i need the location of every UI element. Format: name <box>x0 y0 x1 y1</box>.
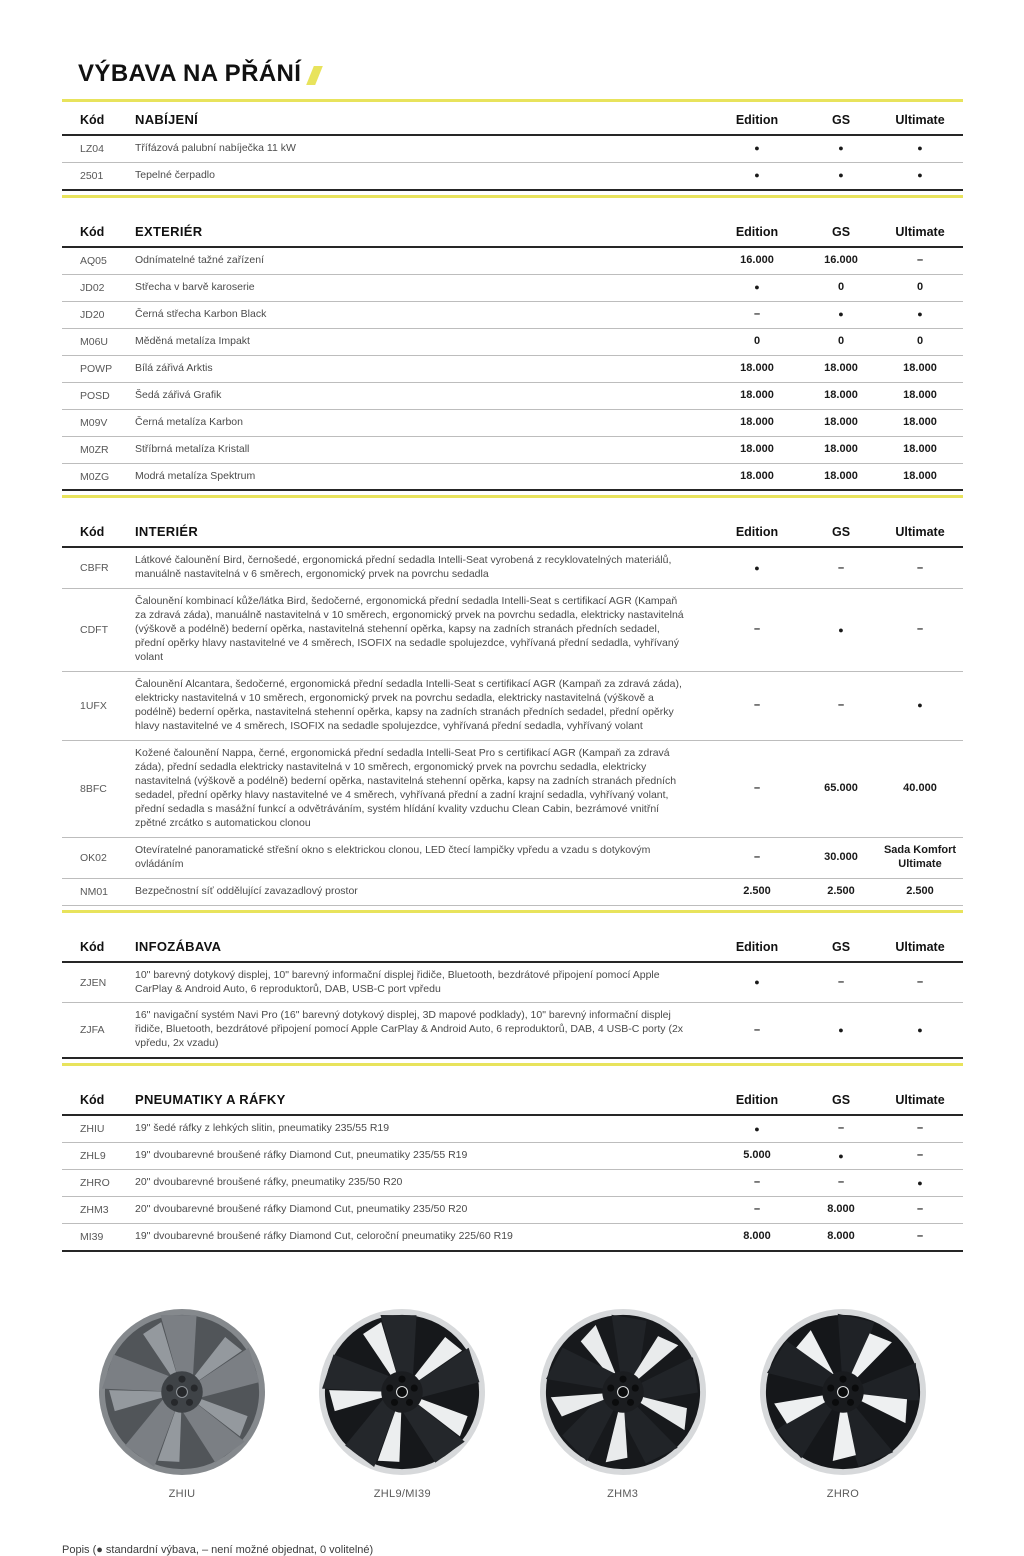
cell-value-gs: ● <box>838 170 844 181</box>
cell-value-gs: 0 <box>837 280 845 293</box>
cell-value-edition: – <box>753 1023 761 1036</box>
cell-value-ultimate: ● <box>917 1024 923 1035</box>
cell-description: Čalounění Alcantara, šedočerné, ergonomická přední sedadla Intelli-Seat s certifikací AGR (Kampaň za zdravá záda), elektricky nastavitelná v 10 směrech, ergonomický prvek na povrchu sedadla, elektricky nastavitelná (výškově a podélně) bederní opěrka, nastavitelná stehenní opěrka, kapsy na zadních stranách předních sedadel, přední opěrky hlavy nastavitelné ve 4 směrech, ISOFIX na sedadle spolujezdce, vyhřívaná přední sedadla, vyhřívaný volant <box>135 678 682 733</box>
cell-value-gs: ● <box>838 143 844 154</box>
cell-value-ultimate: ● <box>917 1177 923 1188</box>
section-interi-r <box>62 519 963 912</box>
table-body <box>62 548 963 905</box>
column-header-trim-edition: Edition <box>735 939 779 954</box>
table-row <box>62 671 963 740</box>
cell-value-gs: ● <box>838 309 844 320</box>
cell-description: Otevíratelné panoramatické střešní okno s elektrickou clonou, LED čtecí lampičky vpředu a vzadu s dotykovým ovládáním <box>135 843 651 870</box>
cell-description: Šedá zářivá Grafik <box>135 388 222 401</box>
cell-value-edition: 8.000 <box>743 1230 771 1243</box>
section-divider <box>62 495 963 498</box>
cell-code: POSD <box>80 389 110 402</box>
table-row <box>62 301 963 328</box>
table-row <box>62 382 963 409</box>
cell-value-gs: 8.000 <box>827 1203 855 1216</box>
cell-code: JD20 <box>80 308 105 321</box>
section-title: INTERIÉR <box>135 524 199 540</box>
column-header-trim-gs: GS <box>831 525 851 540</box>
wheel-label: ZHIU <box>168 1488 196 1501</box>
cell-value-edition: – <box>753 1203 761 1216</box>
cell-description: Stříbrná metalíza Kristall <box>135 442 250 455</box>
cell-value-edition: 0 <box>753 334 761 347</box>
table-row <box>62 355 963 382</box>
table-row <box>62 1169 963 1196</box>
column-header-trim-ultimate: Ultimate <box>895 224 945 239</box>
cell-code: 1UFX <box>80 700 107 713</box>
cell-value-gs: 18.000 <box>824 361 858 374</box>
cell-value-ultimate: – <box>916 561 924 574</box>
column-header-trim-ultimate: Ultimate <box>895 113 945 127</box>
cell-description: Bílá zářivá Arktis <box>135 361 213 374</box>
section-divider <box>62 195 963 198</box>
column-header-code: Kód <box>80 939 105 954</box>
cell-value-ultimate: 18.000 <box>903 442 937 455</box>
cell-description: 20" dvoubarevné broušené ráfky Diamond Cut, pneumatiky 235/50 R20 <box>135 1203 468 1216</box>
cell-code: LZ04 <box>80 142 104 155</box>
table-row <box>62 136 963 162</box>
cell-value-ultimate: – <box>916 623 924 636</box>
cell-description: 16" navigační systém Navi Pro (16" barevný dotykový displej, 3D mapové podklady), 10" barevný informační displej řidiče, Bluetooth, bezdrátové připojení pomocí Apple CarPlay & Android Auto, 6 reproduktorů, DAB, 4 USB-C porty (2x vpředu, 2x vzadu) <box>135 1009 684 1050</box>
column-header-trim-edition: Edition <box>735 525 779 540</box>
cell-code: OK02 <box>80 851 107 864</box>
cell-value-edition: 2.500 <box>743 884 771 897</box>
column-header-code: Kód <box>80 224 105 239</box>
cell-code: NM01 <box>80 885 109 898</box>
column-header-trim-edition: Edition <box>735 1093 779 1108</box>
wheel-gallery <box>62 1308 963 1500</box>
cell-code: ZHRO <box>80 1177 110 1190</box>
column-header-trim-ultimate: Ultimate <box>895 939 945 954</box>
cell-description: 19" dvoubarevné broušené ráfky Diamond Cut, pneumatiky 235/55 R19 <box>135 1149 468 1162</box>
table-header <box>62 519 963 548</box>
cell-value-gs: ● <box>838 1024 844 1035</box>
cell-value-ultimate: ● <box>917 143 923 154</box>
column-header-code: Kód <box>80 113 105 127</box>
cell-value-gs: 18.000 <box>824 388 858 401</box>
page-title <box>62 60 963 88</box>
cell-value-gs: 65.000 <box>824 781 858 794</box>
table-body <box>62 136 963 191</box>
cell-value-ultimate: Sada Komfort Ultimate <box>883 843 957 870</box>
wheel-image-zhiu <box>98 1308 266 1476</box>
wheel-card-zhro <box>745 1308 941 1500</box>
wheel-label: ZHM3 <box>607 1488 639 1501</box>
cell-description: Černá střecha Karbon Black <box>135 307 267 320</box>
table-body <box>62 248 963 492</box>
cell-description: Modrá metalíza Spektrum <box>135 469 256 482</box>
cell-code: ZHM3 <box>80 1204 109 1217</box>
cell-description: Odnímatelné tažné zařízení <box>135 253 264 266</box>
section-title: EXTERIÉR <box>135 223 203 239</box>
table-header <box>62 1087 963 1116</box>
table-row <box>62 1142 963 1169</box>
cell-description: Bezpečnostní síť oddělující zavazadlový prostor <box>135 884 358 897</box>
table-row <box>62 1002 963 1057</box>
cell-value-ultimate: 18.000 <box>903 388 937 401</box>
cell-value-ultimate: – <box>916 1203 924 1216</box>
section-title: INFOZÁBAVA <box>135 938 222 954</box>
section-title: PNEUMATIKY A RÁFKY <box>135 1092 286 1108</box>
cell-value-ultimate: 18.000 <box>903 415 937 428</box>
cell-value-edition: – <box>753 623 761 636</box>
column-header-code: Kód <box>80 1093 105 1108</box>
cell-description: Střecha v barvě karoserie <box>135 280 255 293</box>
option-tables <box>62 107 963 1252</box>
cell-description: 19" šedé ráfky z lehkých slitin, pneumatiky 235/55 R19 <box>135 1122 390 1135</box>
cell-code: POWP <box>80 362 113 375</box>
cell-value-gs: – <box>837 975 845 988</box>
cell-description: Třífázová palubní nabíječka 11 kW <box>135 142 296 154</box>
cell-value-gs: 18.000 <box>824 442 858 455</box>
cell-code: ZHIU <box>80 1123 105 1136</box>
cell-value-edition: 18.000 <box>740 469 774 482</box>
table-header <box>62 107 963 136</box>
cell-value-edition: ● <box>754 1123 760 1134</box>
table-header <box>62 219 963 248</box>
column-header-trim-ultimate: Ultimate <box>895 1093 945 1108</box>
wheel-image-zhl9-mi39 <box>318 1308 486 1476</box>
column-header-trim-gs: GS <box>831 939 851 954</box>
cell-code: CDFT <box>80 624 108 637</box>
column-header-trim-gs: GS <box>831 113 851 127</box>
cell-value-edition: ● <box>754 143 760 154</box>
cell-description: Látkové čalounění Bird, černošedé, ergonomická přední sedadla Intelli-Seat vyrobená z recyklovatelných materiálů, manuálně nastavitelná v 6 směrech, ergonomický prvek na povrchu sedadla <box>135 554 672 581</box>
cell-value-gs: 18.000 <box>824 415 858 428</box>
cell-code: M06U <box>80 335 109 348</box>
cell-value-ultimate: ● <box>917 700 923 711</box>
page-title-text: VÝBAVA NA PŘÁNÍ <box>78 60 302 87</box>
cell-value-ultimate: 40.000 <box>903 781 937 794</box>
legend-note: Popis (● standardní výbava, – není možné objednat, 0 volitelné) <box>62 1544 374 1556</box>
cell-value-edition: ● <box>754 282 760 293</box>
cell-code: 2501 <box>80 169 104 182</box>
cell-value-ultimate: – <box>916 254 924 266</box>
cell-value-ultimate: ● <box>917 170 923 181</box>
cell-value-edition: 16.000 <box>740 254 774 266</box>
column-header-trim-edition: Edition <box>735 113 779 127</box>
cell-value-edition: 18.000 <box>740 442 774 455</box>
cell-value-edition: ● <box>754 976 760 987</box>
section-infoz-bava <box>62 934 963 1067</box>
cell-description: Černá metalíza Karbon <box>135 415 243 428</box>
table-row <box>62 740 963 837</box>
cell-value-gs: – <box>837 1176 845 1189</box>
cell-code: MI39 <box>80 1231 104 1244</box>
section-title: NABÍJENÍ <box>135 112 199 127</box>
section-divider <box>62 910 963 913</box>
cell-code: M0ZR <box>80 443 109 456</box>
cell-value-edition: – <box>753 781 761 794</box>
table-body <box>62 963 963 1060</box>
cell-description: 20" dvoubarevné broušené ráfky, pneumatiky 235/50 R20 <box>135 1176 403 1189</box>
cell-description: Kožené čalounění Nappa, černé, ergonomická přední sedadla Intelli-Seat Pro s certifikací AGR (Kampaň za zdravá záda), přední sedadla elektricky nastavitelná v 10 směrech, ergonomický prvek na povrchu sedadla, elektricky nastavitelná (výškově a podélně) bederní opěrka, nastavitelná stehenní opěrka, kapsy na zadních stranách předních sedadel, přední opěrky hlavy nastavitelné ve 4 směrech, vyhřívaná přední a zadní krajní sedadla, vyhřívaný volant, přední sedadla s masážní funkcí a odvětráváním, systém hlídání kvality vzduchu Clean Cabin, bezrámové vnitřní zpětné zrcátko s automatickou clonou <box>135 746 677 829</box>
cell-value-edition: 18.000 <box>740 361 774 374</box>
table-row <box>62 1223 963 1250</box>
cell-code: M0ZG <box>80 470 110 483</box>
cell-value-gs: 8.000 <box>827 1230 855 1243</box>
cell-value-edition: – <box>753 1176 761 1189</box>
cell-value-ultimate: – <box>916 1149 924 1162</box>
cell-code: ZJFA <box>80 1024 105 1037</box>
section-exteri-r <box>62 219 963 499</box>
table-row <box>62 436 963 463</box>
table-row <box>62 588 963 671</box>
cell-description: Tepelné čerpadlo <box>135 168 215 181</box>
table-row <box>62 548 963 588</box>
cell-code: AQ05 <box>80 254 107 267</box>
cell-code: ZHL9 <box>80 1150 106 1163</box>
cell-value-edition: – <box>753 307 761 320</box>
column-header-trim-edition: Edition <box>735 224 779 239</box>
cell-code: JD02 <box>80 281 105 294</box>
cell-code: ZJEN <box>80 976 107 989</box>
column-header-trim-ultimate: Ultimate <box>895 525 945 540</box>
table-row <box>62 1116 963 1142</box>
section-divider <box>62 1063 963 1066</box>
cell-code: CBFR <box>80 562 109 575</box>
cell-value-gs: 2.500 <box>827 884 855 897</box>
cell-value-edition: ● <box>754 170 760 181</box>
title-divider <box>62 99 963 102</box>
table-row <box>62 963 963 1003</box>
cell-value-gs: 30.000 <box>824 850 858 863</box>
cell-value-ultimate: – <box>916 975 924 988</box>
cell-value-edition: ● <box>754 562 760 573</box>
cell-value-edition: – <box>753 850 761 863</box>
cell-value-gs: – <box>837 699 845 712</box>
wheel-image-zhro <box>759 1308 927 1476</box>
table-row <box>62 328 963 355</box>
cell-value-gs: 18.000 <box>824 469 858 482</box>
cell-value-ultimate: 0 <box>916 280 924 293</box>
column-header-trim-gs: GS <box>831 224 851 239</box>
cell-value-edition: 5.000 <box>743 1149 771 1162</box>
cell-value-edition: 18.000 <box>740 388 774 401</box>
section-pneumatiky-a-r-fky <box>62 1087 963 1252</box>
table-row <box>62 409 963 436</box>
column-header-code: Kód <box>80 525 105 540</box>
title-slash-icon <box>307 66 324 85</box>
wheel-label: ZHL9/MI39 <box>373 1488 431 1501</box>
cell-description: Měděná metalíza Impakt <box>135 334 250 347</box>
section-nab-jen- <box>62 107 963 198</box>
cell-value-gs: ● <box>838 1150 844 1161</box>
cell-code: 8BFC <box>80 782 107 795</box>
wheel-card-zhiu <box>84 1308 280 1500</box>
cell-value-gs: 0 <box>837 334 845 347</box>
table-row <box>62 837 963 878</box>
table-row <box>62 1196 963 1223</box>
cell-description: Čalounění kombinací kůže/látka Bird, šedočerné, ergonomická přední sedadla Intelli-Seat s certifikací AGR (Kampaň za zdravá záda), manuálně nastavitelná v 10 směrech, ergonomický prvek na povrchu sedadla, elektricky nastavitelná (výškově a podélně) bederní opěrka, nastavitelná stehenní opěrka, kapsy na zadních stranách předních sedadel, přední opěrky hlavy nastavitelné ve 4 směrech, ISOFIX na sedadle spolujezdce, vyhřívaná přední sedadla, vyhřívaný volant <box>135 595 684 664</box>
table-header <box>62 934 963 963</box>
table-row <box>62 162 963 189</box>
cell-value-ultimate: – <box>916 1230 924 1243</box>
table-row <box>62 878 963 905</box>
cell-code: M09V <box>80 416 108 429</box>
cell-description: 19" dvoubarevné broušené ráfky Diamond Cut, celoroční pneumatiky 225/60 R19 <box>135 1230 513 1243</box>
cell-value-ultimate: 2.500 <box>906 884 934 897</box>
cell-value-ultimate: – <box>916 1122 924 1135</box>
cell-description: 10" barevný dotykový displej, 10" barevný informační displej řidiče, Bluetooth, bezdrátové připojení pomocí Apple CarPlay & Android Auto, 6 reproduktorů, DAB, USB-C port vpředu <box>135 968 660 995</box>
cell-value-ultimate: ● <box>917 309 923 320</box>
column-header-trim-gs: GS <box>831 1093 851 1108</box>
wheel-card-zhl9-mi39 <box>304 1308 500 1500</box>
wheel-image-zhm3 <box>539 1308 707 1476</box>
cell-value-gs: – <box>837 561 845 574</box>
cell-value-gs: – <box>837 1122 845 1135</box>
cell-value-ultimate: 18.000 <box>903 469 937 482</box>
cell-value-edition: – <box>753 699 761 712</box>
wheel-label: ZHRO <box>826 1488 860 1501</box>
wheel-card-zhm3 <box>525 1308 721 1500</box>
cell-value-gs: 16.000 <box>824 254 858 266</box>
cell-value-gs: ● <box>838 624 844 635</box>
cell-value-edition: 18.000 <box>740 415 774 428</box>
table-row <box>62 463 963 490</box>
cell-value-ultimate: 18.000 <box>903 361 937 374</box>
cell-value-ultimate: 0 <box>916 334 924 347</box>
table-row <box>62 248 963 274</box>
table-body <box>62 1116 963 1252</box>
table-row <box>62 274 963 301</box>
